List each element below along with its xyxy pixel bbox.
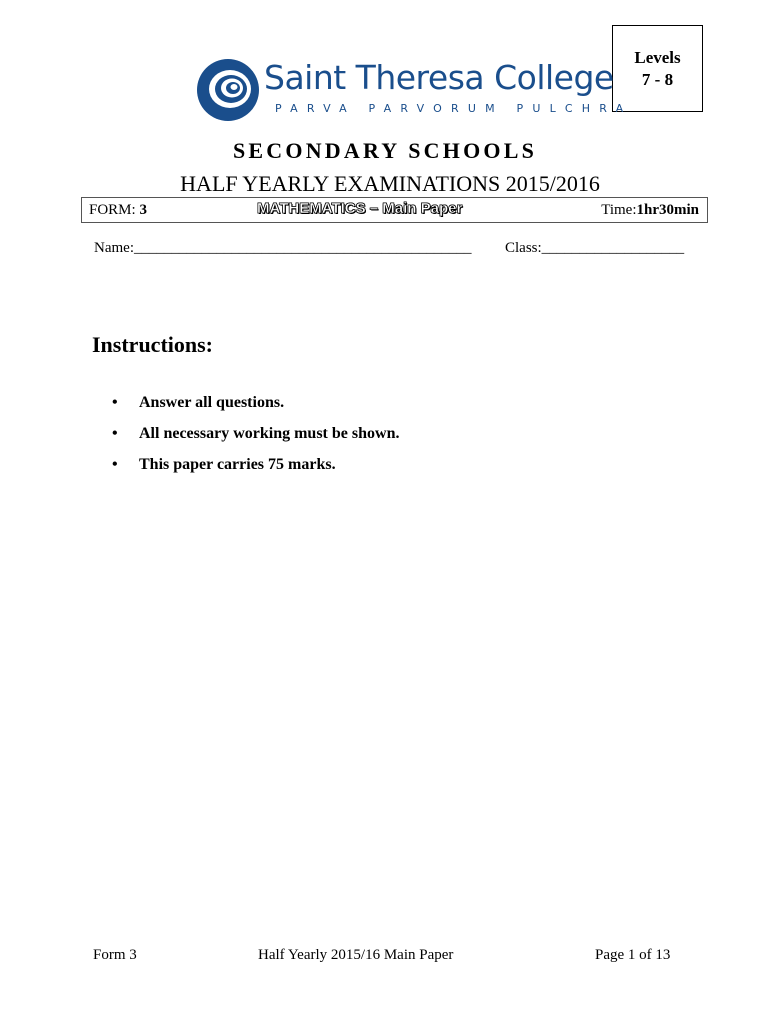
exam-title: HALF YEARLY EXAMINATIONS 2015/2016 bbox=[180, 171, 600, 196]
levels-box bbox=[612, 25, 703, 112]
footer-form: Form 3 bbox=[93, 947, 137, 963]
list-item: • This paper carries 75 marks. bbox=[112, 454, 399, 485]
instructions-list bbox=[112, 392, 399, 485]
levels-label: Levels bbox=[634, 47, 681, 67]
name-field[interactable]: Name:_____________________________________________ bbox=[94, 240, 472, 256]
footer-paper-title: Half Yearly 2015/16 Main Paper bbox=[258, 947, 454, 963]
form-value: 3 bbox=[139, 202, 147, 218]
form-bar bbox=[81, 197, 708, 223]
class-field[interactable]: Class:___________________ bbox=[505, 240, 685, 256]
form-label: FORM: 3 bbox=[89, 202, 147, 218]
page-number: Page 1 of 13 bbox=[595, 947, 671, 963]
instructions-heading: Instructions: bbox=[92, 332, 214, 357]
bullet-icon: • bbox=[112, 394, 118, 411]
list-item: • All necessary working must be shown. bbox=[112, 423, 399, 454]
time-label: Time:1hr30min bbox=[601, 202, 699, 218]
section-title: SECONDARY SCHOOLS bbox=[232, 138, 538, 163]
list-item: • Answer all questions. bbox=[112, 392, 399, 423]
subject-label: MATHEMATICS – Main Paper bbox=[257, 200, 463, 217]
time-value: 1hr30min bbox=[636, 202, 699, 218]
bullet-icon: • bbox=[112, 456, 118, 473]
college-logo-icon bbox=[196, 58, 260, 122]
college-motto: PARVA PARVORUM PULCHRA bbox=[275, 102, 633, 115]
levels-range: 7 - 8 bbox=[641, 69, 674, 89]
college-name: Saint Theresa College bbox=[264, 58, 614, 97]
bullet-icon: • bbox=[112, 425, 118, 442]
